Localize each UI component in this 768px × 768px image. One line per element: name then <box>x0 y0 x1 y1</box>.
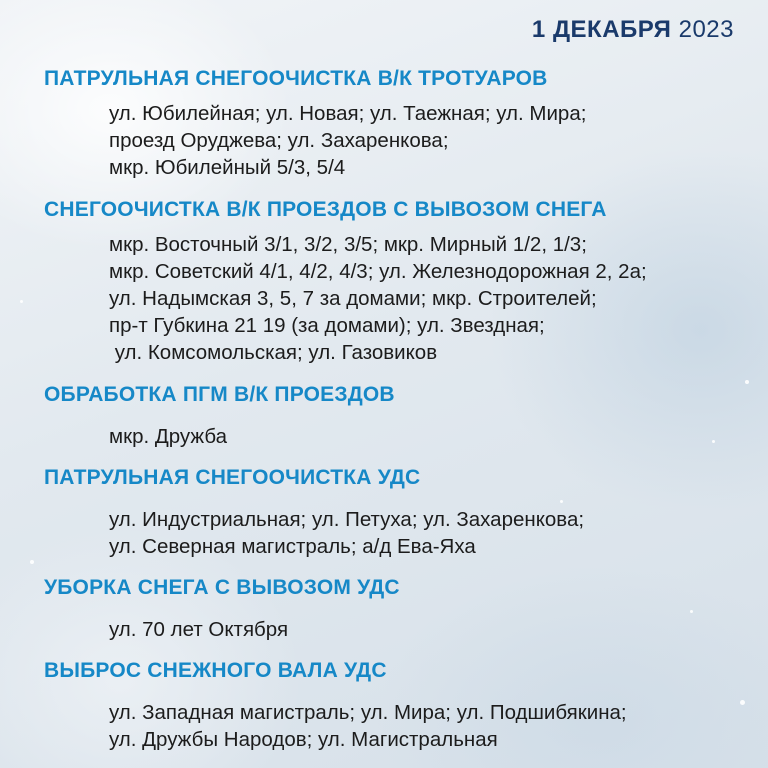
snowflake-decoration <box>30 560 34 564</box>
street-line: мкр. Советский 4/1, 4/2, 4/3; ул. Железнодорожная 2, 2а; <box>109 260 647 283</box>
section-title: СНЕГООЧИСТКА В/К ПРОЕЗДОВ С ВЫВОЗОМ СНЕГА <box>44 198 607 221</box>
section-snow-bank-removal <box>44 657 760 753</box>
street-line: ул. Северная магистраль; а/д Ева-Яха <box>109 535 476 558</box>
section-streets <box>44 100 760 181</box>
date-day-month: 1 ДЕКАБРЯ <box>531 16 672 43</box>
date-header <box>532 16 734 44</box>
street-line: пр-т Губкина 21 19 (за домами); ул. Звездная; <box>109 314 545 337</box>
section-streets <box>44 699 760 753</box>
section-streets <box>44 506 760 560</box>
section-streets <box>44 423 760 450</box>
street-line: ул. 70 лет Октября <box>109 618 289 641</box>
street-line: мкр. Юбилейный 5/3, 5/4 <box>109 156 346 179</box>
street-line: проезд Оруджева; ул. Захаренкова; <box>109 129 449 152</box>
snowflake-decoration <box>20 300 23 303</box>
section-title: УБОРКА СНЕГА С ВЫВОЗОМ УДС <box>44 576 400 599</box>
section-anti-ice-treatment <box>44 381 760 450</box>
street-line: ул. Западная магистраль; ул. Мира; ул. Подшибякина; <box>109 701 627 724</box>
street-line: ул. Дружбы Народов; ул. Магистральная <box>109 728 498 751</box>
street-line: ул. Юбилейная; ул. Новая; ул. Таежная; ул. Мира; <box>109 102 587 125</box>
street-line: ул. Индустриальная; ул. Петуха; ул. Захаренкова; <box>109 508 585 531</box>
street-line: мкр. Восточный 3/1, 3/2, 3/5; мкр. Мирный 1/2, 1/3; <box>109 233 587 256</box>
section-title: ПАТРУЛЬНАЯ СНЕГООЧИСТКА УДС <box>44 466 421 489</box>
section-title: ПАТРУЛЬНАЯ СНЕГООЧИСТКА В/К ТРОТУАРОВ <box>44 67 548 90</box>
schedule-content <box>44 65 760 753</box>
section-driveways-snow-removal <box>44 196 760 366</box>
section-snow-cleanup-roads <box>44 574 760 643</box>
street-line: ул. Комсомольская; ул. Газовиков <box>109 341 438 364</box>
section-title: ОБРАБОТКА ПГМ В/К ПРОЕЗДОВ <box>44 383 395 406</box>
section-patrol-sidewalks <box>44 65 760 181</box>
street-line: ул. Надымская 3, 5, 7 за домами; мкр. Строителей; <box>109 287 597 310</box>
section-streets <box>44 231 760 366</box>
section-patrol-roads <box>44 464 760 560</box>
section-title: ВЫБРОС СНЕЖНОГО ВАЛА УДС <box>44 659 387 682</box>
street-line: мкр. Дружба <box>109 425 228 448</box>
date-year: 2023 <box>678 16 734 43</box>
section-streets <box>44 616 760 643</box>
